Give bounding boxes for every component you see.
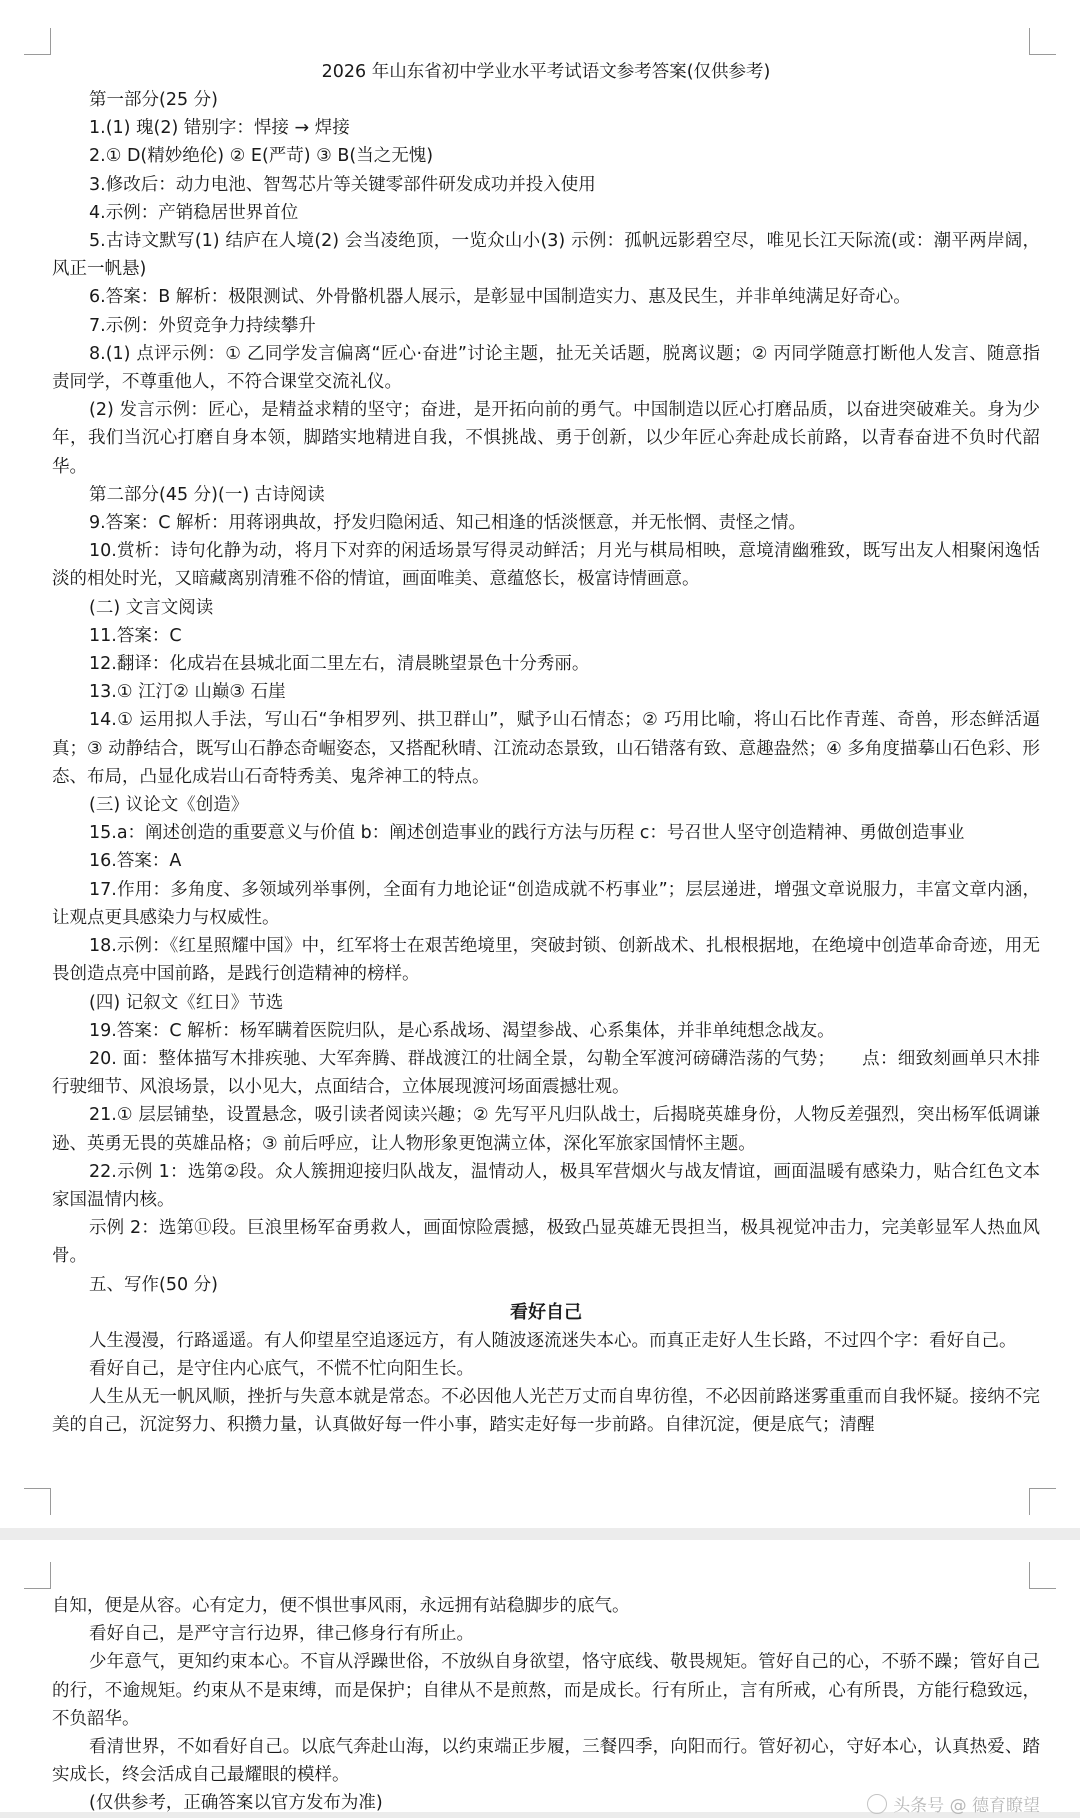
paragraph: 11.答案：C: [89, 625, 182, 646]
essay-title: 看好自己: [510, 1301, 582, 1323]
paragraph: 2.① D(精妙绝伦) ② E(严苛) ③ B(当之无愧): [89, 146, 434, 167]
paragraph: 19.答案：C 解析：杨军瞒着医院归队，是心系战场、渴望参战、心系集体，并非单纯想念战友。: [89, 1020, 835, 1041]
paragraph: 14.① 运用拟人手法，写山石“争相罗列、拱卫群山”，赋予山石情态；② 巧用比喻，将山石比作青莲、奇兽，形态鲜活逼真；③ 动静结合，既写山石静态奇崛姿态，又搭配秋晴、江流动态景致，山石错落有致、意趣盎然；④ 多角度描摹山石色彩、形态、布局，凸显化成岩山石奇特秀美、鬼斧神工的特点。: [52, 710, 1040, 787]
paragraph: 16.答案：A: [89, 851, 182, 872]
paragraph: 少年意气，更知约束本心。不盲从浮躁世俗，不放纵自身欲望，恪守底线、敬畏规矩。管好自己的心，不骄不躁；管好自己的行，不逾规矩。约束从不是束缚，而是保护；自律从不是煎熬，而是成长。行有所止，言有所戒，心有所畏，方能行稳致远，不负韶华。: [52, 1652, 1040, 1729]
paragraph: 第二部分(45 分)(一) 古诗阅读: [89, 484, 325, 505]
answer-list: [52, 86, 1040, 1299]
paragraph: 第一部分(25 分): [89, 90, 218, 110]
paragraph: 看好自己，是严守言行边界，律己修身行有所止。: [89, 1624, 474, 1645]
paragraph: 7.示例：外贸竞争力持续攀升: [89, 315, 316, 336]
paragraph: 4.示例：产销稳居世界首位: [89, 202, 299, 223]
paragraph: 人生漫漫，行路遥遥。有人仰望星空追逐远方，有人随波逐流迷失本心。而真正走好人生长路，不过四个字：看好自己。: [89, 1330, 1017, 1351]
paragraph: (四) 记叙文《红日》节选: [89, 992, 284, 1013]
paragraph: 5.古诗文默写(1) 结庐在人境(2) 会当凌绝顶，一览众山小(3) 示例：孤帆远影碧空尽，唯见长江天际流(或：潮平两岸阔，风正一帆悬): [52, 231, 1040, 280]
paragraph: 12.翻译：化成岩在县城北面二里左右，清晨眺望景色十分秀丽。: [89, 654, 590, 675]
paragraph: 17.作用：多角度、多领域列举事例，全面有力地论证“创造成就不朽事业”；层层递进，增强文章说服力，丰富文章内涵，让观点更具感染力与权威性。: [52, 879, 1040, 928]
crop-mark-bottom-left: [24, 1488, 51, 1515]
paragraph: 看清世界，不如看好自己。以底气奔赴山海，以约束端正步履，三餐四季，向阳而行。管好初心，守好本心，认真热爱、踏实成长，终会活成自己最耀眼的模样。: [52, 1737, 1040, 1786]
paragraph: 9.答案：C 解析：用蒋诩典故，抒发归隐闲适、知己相逢的恬淡惬意，并无怅惘、责怪之情。: [89, 513, 806, 534]
crop-mark-top-right: [1029, 1562, 1056, 1589]
essay-body-part-2: [52, 1592, 1040, 1789]
document-title: 2026 年山东省初中学业水平考试语文参考答案(仅供参考): [321, 62, 771, 82]
essay-body-part-1: [52, 1327, 1040, 1440]
disclaimer-note: (仅供参考，正确答案以官方发布为准): [89, 1793, 383, 1814]
crop-mark-top-right: [1029, 28, 1056, 55]
document-page-2: [0, 1540, 1080, 1817]
paragraph: 五、写作(50 分): [89, 1274, 218, 1295]
crop-mark-bottom-right: [1029, 1488, 1056, 1515]
paragraph: 3.修改后：动力电池、智驾芯片等关键零部件研发成功并投入使用: [89, 174, 596, 195]
paragraph: 8.(1) 点评示例：① 乙同学发言偏离“匠心·奋进”讨论主题，扯无关话题，脱离议题；② 丙同学随意打断他人发言、随意指责同学，不尊重他人，不符合课堂交流礼仪。: [52, 343, 1040, 393]
paragraph: 人生从无一帆风顺，挫折与失意本就是常态。不必因他人光芒万丈而自卑彷徨，不必因前路迷雾重重而自我怀疑。接纳不完美的自己，沉淀努力、积攒力量，认真做好每一件小事，踏实走好每一步前路。自律沉淀，便是底气；清醒: [52, 1387, 1040, 1436]
paragraph: 1.(1) 瑰(2) 错别字：悍接 → 焊接: [89, 118, 350, 139]
watermark-text: 头条号 @ 德育瞭望: [893, 1796, 1040, 1817]
paragraph: (三) 议论文《创造》: [89, 795, 249, 816]
paragraph: 10.赏析：诗句化静为动，将月下对弈的闲适场景写得灵动鲜活；月光与棋局相映，意境清幽雅致，既写出友人相聚闲逸恬淡的相处时光，又暗藏离别清雅不俗的情谊，画面唯美、意蕴悠长，极富诗情画意。: [52, 541, 1040, 590]
paragraph: 22.示例 1：选第②段。众人簇拥迎接归队战友，温情动人，极具军营烟火与战友情谊，画面温暖有感染力，贴合红色文本家国温情内核。: [52, 1161, 1040, 1210]
crop-mark-top-left: [24, 28, 51, 55]
watermark-logo-icon: [867, 1794, 887, 1814]
paragraph: 13.① 江汀② 山巅③ 石崖: [89, 682, 286, 703]
paragraph: 6.答案：B 解析：极限测试、外骨骼机器人展示，是彰显中国制造实力、惠及民生，并非单纯满足好奇心。: [89, 287, 911, 308]
paragraph: 21.① 层层铺垫，设置悬念，吸引读者阅读兴趣；② 先写平凡归队战士，后揭晓英雄身份，人物反差强烈，突出杨军低调谦逊、英勇无畏的英雄品格；③ 前后呼应，让人物形象更饱满立体，深化军旅家国情怀主题。: [52, 1105, 1040, 1154]
crop-mark-top-left: [24, 1562, 51, 1589]
paragraph: 自知，便是从容。心有定力，便不惧世事风雨，永远拥有站稳脚步的底气。: [52, 1596, 630, 1616]
paragraph: 18.示例：《红星照耀中国》中，红军将士在艰苦绝境里，突破封锁、创新战术、扎根根据地，在绝境中创造革命奇迹，用无畏创造点亮中国前路，是践行创造精神的榜样。: [52, 936, 1040, 985]
paragraph: 15.a：阐述创造的重要意义与价值 b：阐述创造事业的践行方法与历程 c：号召世人坚守创造精神、勇做创造事业: [89, 823, 965, 844]
paragraph: (2) 发言示例：匠心，是精益求精的坚守；奋进，是开拓向前的勇气。中国制造以匠心打磨品质，以奋进突破难关。身为少年，我们当沉心打磨自身本领，脚踏实地精进自我，不惧挑战、勇于创新，以少年匠心奔赴成长前路，以青春奋进不负时代韶华。: [52, 400, 1040, 477]
watermark: [867, 1791, 1040, 1816]
paragraph: 20. 面：整体描写木排疾驰、大军奔腾、群战渡江的壮阔全景，勾勒全军渡河磅礴浩荡的气势； 点：细致刻画单只木排行驶细节、风浪场景，以小见大，点面结合，立体展现渡河场面震撼壮观。: [52, 1048, 1040, 1098]
paragraph: 示例 2：选第⑪段。巨浪里杨军奋勇救人，画面惊险震撼，极致凸显英雄无畏担当，极具视觉冲击力，完美彰显军人热血风骨。: [52, 1218, 1040, 1267]
paragraph: 看好自己，是守住内心底气，不慌不忙向阳生长。: [89, 1358, 474, 1379]
paragraph: (二) 文言文阅读: [89, 597, 214, 618]
